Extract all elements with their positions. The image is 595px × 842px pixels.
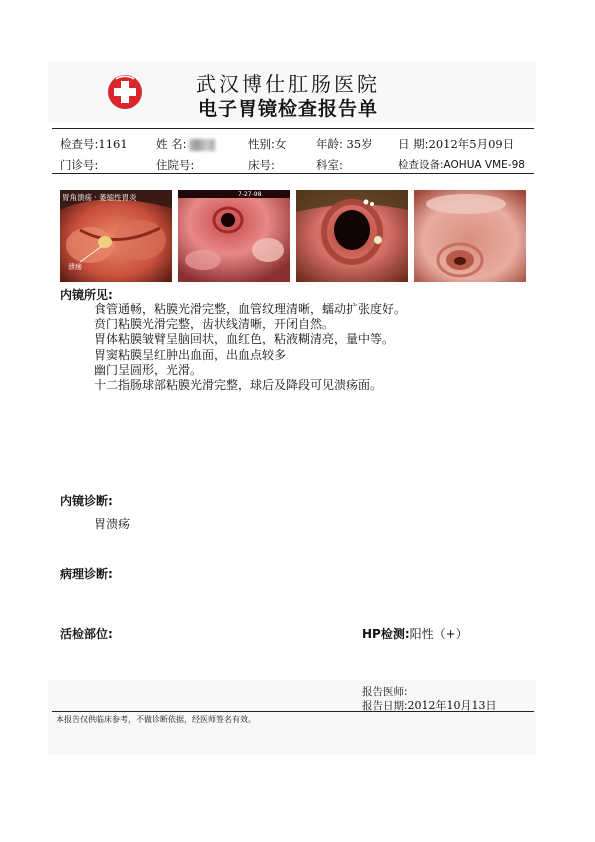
exam-number-label: 检查号: (60, 137, 99, 151)
hp-test-value: 阳性（+） (409, 627, 468, 641)
inpatient-number: 住院号: (156, 158, 195, 172)
age-label: 年龄: (316, 137, 343, 151)
endoscopy-image-4 (414, 190, 526, 282)
exam-number (60, 136, 128, 152)
patient-name (156, 136, 215, 152)
hospital-cross-logo (106, 73, 144, 111)
image-2-timestamp: 7-27-98 (238, 191, 262, 198)
diagnosis-label: 内镜诊断: (60, 494, 113, 508)
pathology-label: 病理诊断: (60, 567, 113, 581)
outpatient-number: 门诊号: (60, 158, 99, 172)
redacted-name (189, 139, 215, 151)
endoscopy-image-1 (60, 190, 172, 282)
disclaimer-note: 本报告仅供临床参考，不做诊断依据，经医师签名有效。 (56, 715, 256, 724)
biopsy-site-label: 活检部位: (60, 627, 113, 641)
top-divider (52, 128, 534, 129)
exam-date (398, 136, 514, 152)
findings-text (94, 302, 406, 393)
patient-sex (248, 136, 286, 152)
age-value: 35岁 (346, 137, 373, 151)
hp-test (362, 625, 468, 642)
hp-test-label: HP检测: (362, 627, 410, 641)
finding-line: 胃窦粘膜呈红肿出血面，出血点较多 (94, 347, 287, 362)
image-1-caption: 胃角溃疡 · 萎缩性胃炎 (62, 193, 137, 202)
finding-line: 十二指肠球部粘膜光滑完整，球后及降段可见溃疡面。 (94, 378, 383, 393)
date-label: 日 期: (398, 137, 429, 151)
finding-line: 贲门粘膜光滑完整，齿状线清晰，开闭自然。 (94, 317, 335, 332)
ulcer-marker-label: 溃疡 (68, 263, 82, 271)
patient-age (316, 136, 373, 152)
bed-number: 床号: (248, 158, 275, 172)
finding-line: 食管通畅，粘膜光滑完整，血管纹理清晰，蠕动扩张度好。 (94, 302, 407, 316)
exam-device (398, 157, 525, 172)
sex-label: 性别: (248, 137, 275, 151)
date-value: 2012年5月09日 (428, 137, 515, 151)
info-divider (52, 173, 534, 174)
finding-line: 幽门呈圆形，光滑。 (94, 362, 203, 377)
hospital-name: 武汉博仕肛肠医院 (196, 72, 380, 96)
report-doctor-label: 报告医师: (362, 686, 408, 698)
exam-number-value: 1161 (98, 137, 128, 151)
finding-line: 胃体粘膜皱臂呈脑回状，血红色，粘液糊清亮，量中等。 (94, 332, 395, 347)
report-title: 电子胃镜检查报告单 (198, 98, 379, 120)
patient-name-label: 姓 名: (156, 137, 187, 151)
endoscopy-image-3 (296, 190, 408, 282)
device-label: 检查设备: (398, 159, 444, 171)
sex-value: 女 (274, 137, 287, 151)
report-date-label: 报告日期: (362, 700, 408, 712)
bottom-divider (52, 711, 534, 712)
device-value: AOHUA VME-98 (443, 159, 525, 171)
diagnosis-value: 胃溃疡 (94, 517, 131, 531)
endoscopy-image-2 (178, 190, 290, 282)
report-date-value: 2012年10月13日 (407, 699, 497, 712)
department: 科室: (316, 158, 343, 172)
findings-label: 内镜所见: (60, 288, 113, 302)
